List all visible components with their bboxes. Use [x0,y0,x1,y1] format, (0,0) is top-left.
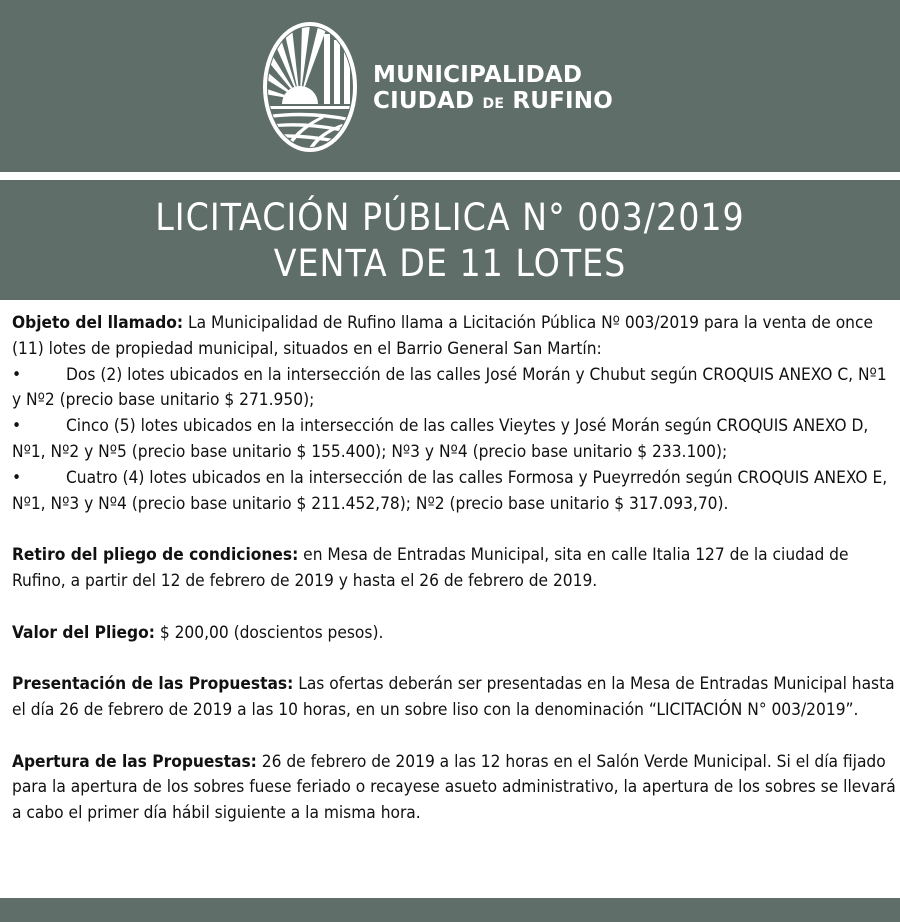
retiro-label: Retiro del pliego de condiciones: [12,545,299,566]
brand-name [373,62,613,117]
footer-bar [0,898,900,922]
list-item [12,466,896,518]
presentacion-paragraph [12,672,896,724]
brand-line-2-small: DE [482,96,505,112]
brand-line-2-a: CIUDAD [373,88,483,114]
bullet-text: Cinco (5) lotes ubicados en la intersección de las calles Vieytes y José Morán según CROQUIS ANEXO D, Nº1, Nº2 y Nº5 (precio base unitario $ 155.400); Nº3 y Nº4 (precio base unitario $ 233.100); [12,416,869,462]
header [0,0,900,172]
list-item [12,414,896,466]
valor-paragraph [12,621,896,647]
apertura-paragraph [12,750,896,827]
notice-body [12,311,896,853]
presentacion-label: Presentación de las Propuestas: [12,674,294,695]
apertura-text: 26 de febrero de 2019 a las 12 horas en el Salón Verde Municipal. Si el día fijado para la apertura de los sobres fuese feriado o recayese asueto administrativo, la apertura de los sobres se llevará a cabo el primer día hábil siguiente a la misma hora. [12,751,896,824]
bullet-icon: • [12,364,22,385]
brand-line-2-b: RUFINO [504,88,613,114]
objeto-paragraph [12,311,896,517]
brand-line-1: MUNICIPALIDAD [373,62,583,88]
objeto-label: Objeto del llamado: [12,313,184,333]
bullet-icon: • [12,416,22,437]
retiro-text: en Mesa de Entradas Municipal, sita en calle Italia 127 de la ciudad de Rufino, a partir del 12 de febrero de 2019 y hasta el 26 de febrero de 2019. [12,545,849,591]
objeto-text: La Municipalidad de Rufino llama a Licitación Pública Nº 003/2019 para la venta de once (11) lotes de propiedad municipal, situados en el Barrio General San Martín: [12,313,873,359]
presentacion-text: Las ofertas deberán ser presentadas en la Mesa de Entradas Municipal hasta el día 26 de febrero de 2019 a las 10 horas, en un sobre liso con la denominación “LICITACIÓN N° 003/2019”. [12,674,895,720]
retiro-paragraph [12,543,896,595]
header-divider [0,172,900,180]
municipal-seal-icon [262,20,358,154]
valor-text: $ 200,00 (doscientos pesos). [154,622,384,643]
title-line-2: VENTA DE 11 LOTES [273,242,627,285]
valor-label: Valor del Pliego: [12,622,155,643]
apertura-label: Apertura de las Propuestas: [12,751,257,772]
title-banner [0,180,900,300]
list-item [12,363,896,415]
bullet-text: Dos (2) lotes ubicados en la intersección de las calles José Morán y Chubut según CROQUIS ANEXO C, Nº1 y Nº2 (precio base unitario $ 271.950); [12,364,887,411]
bullet-icon: • [12,467,22,488]
title-line-1: LICITACIÓN PÚBLICA N° 003/2019 [155,196,745,239]
brand-line-2 [373,88,613,117]
bullet-text: Cuatro (4) lotes ubicados en la intersección de las calles Formosa y Pueyrredón según CROQUIS ANEXO E, Nº1, Nº3 y Nº4 (precio base unitario $ 211.452,78); Nº2 (precio base unitario $ 317.093,70). [12,467,888,514]
